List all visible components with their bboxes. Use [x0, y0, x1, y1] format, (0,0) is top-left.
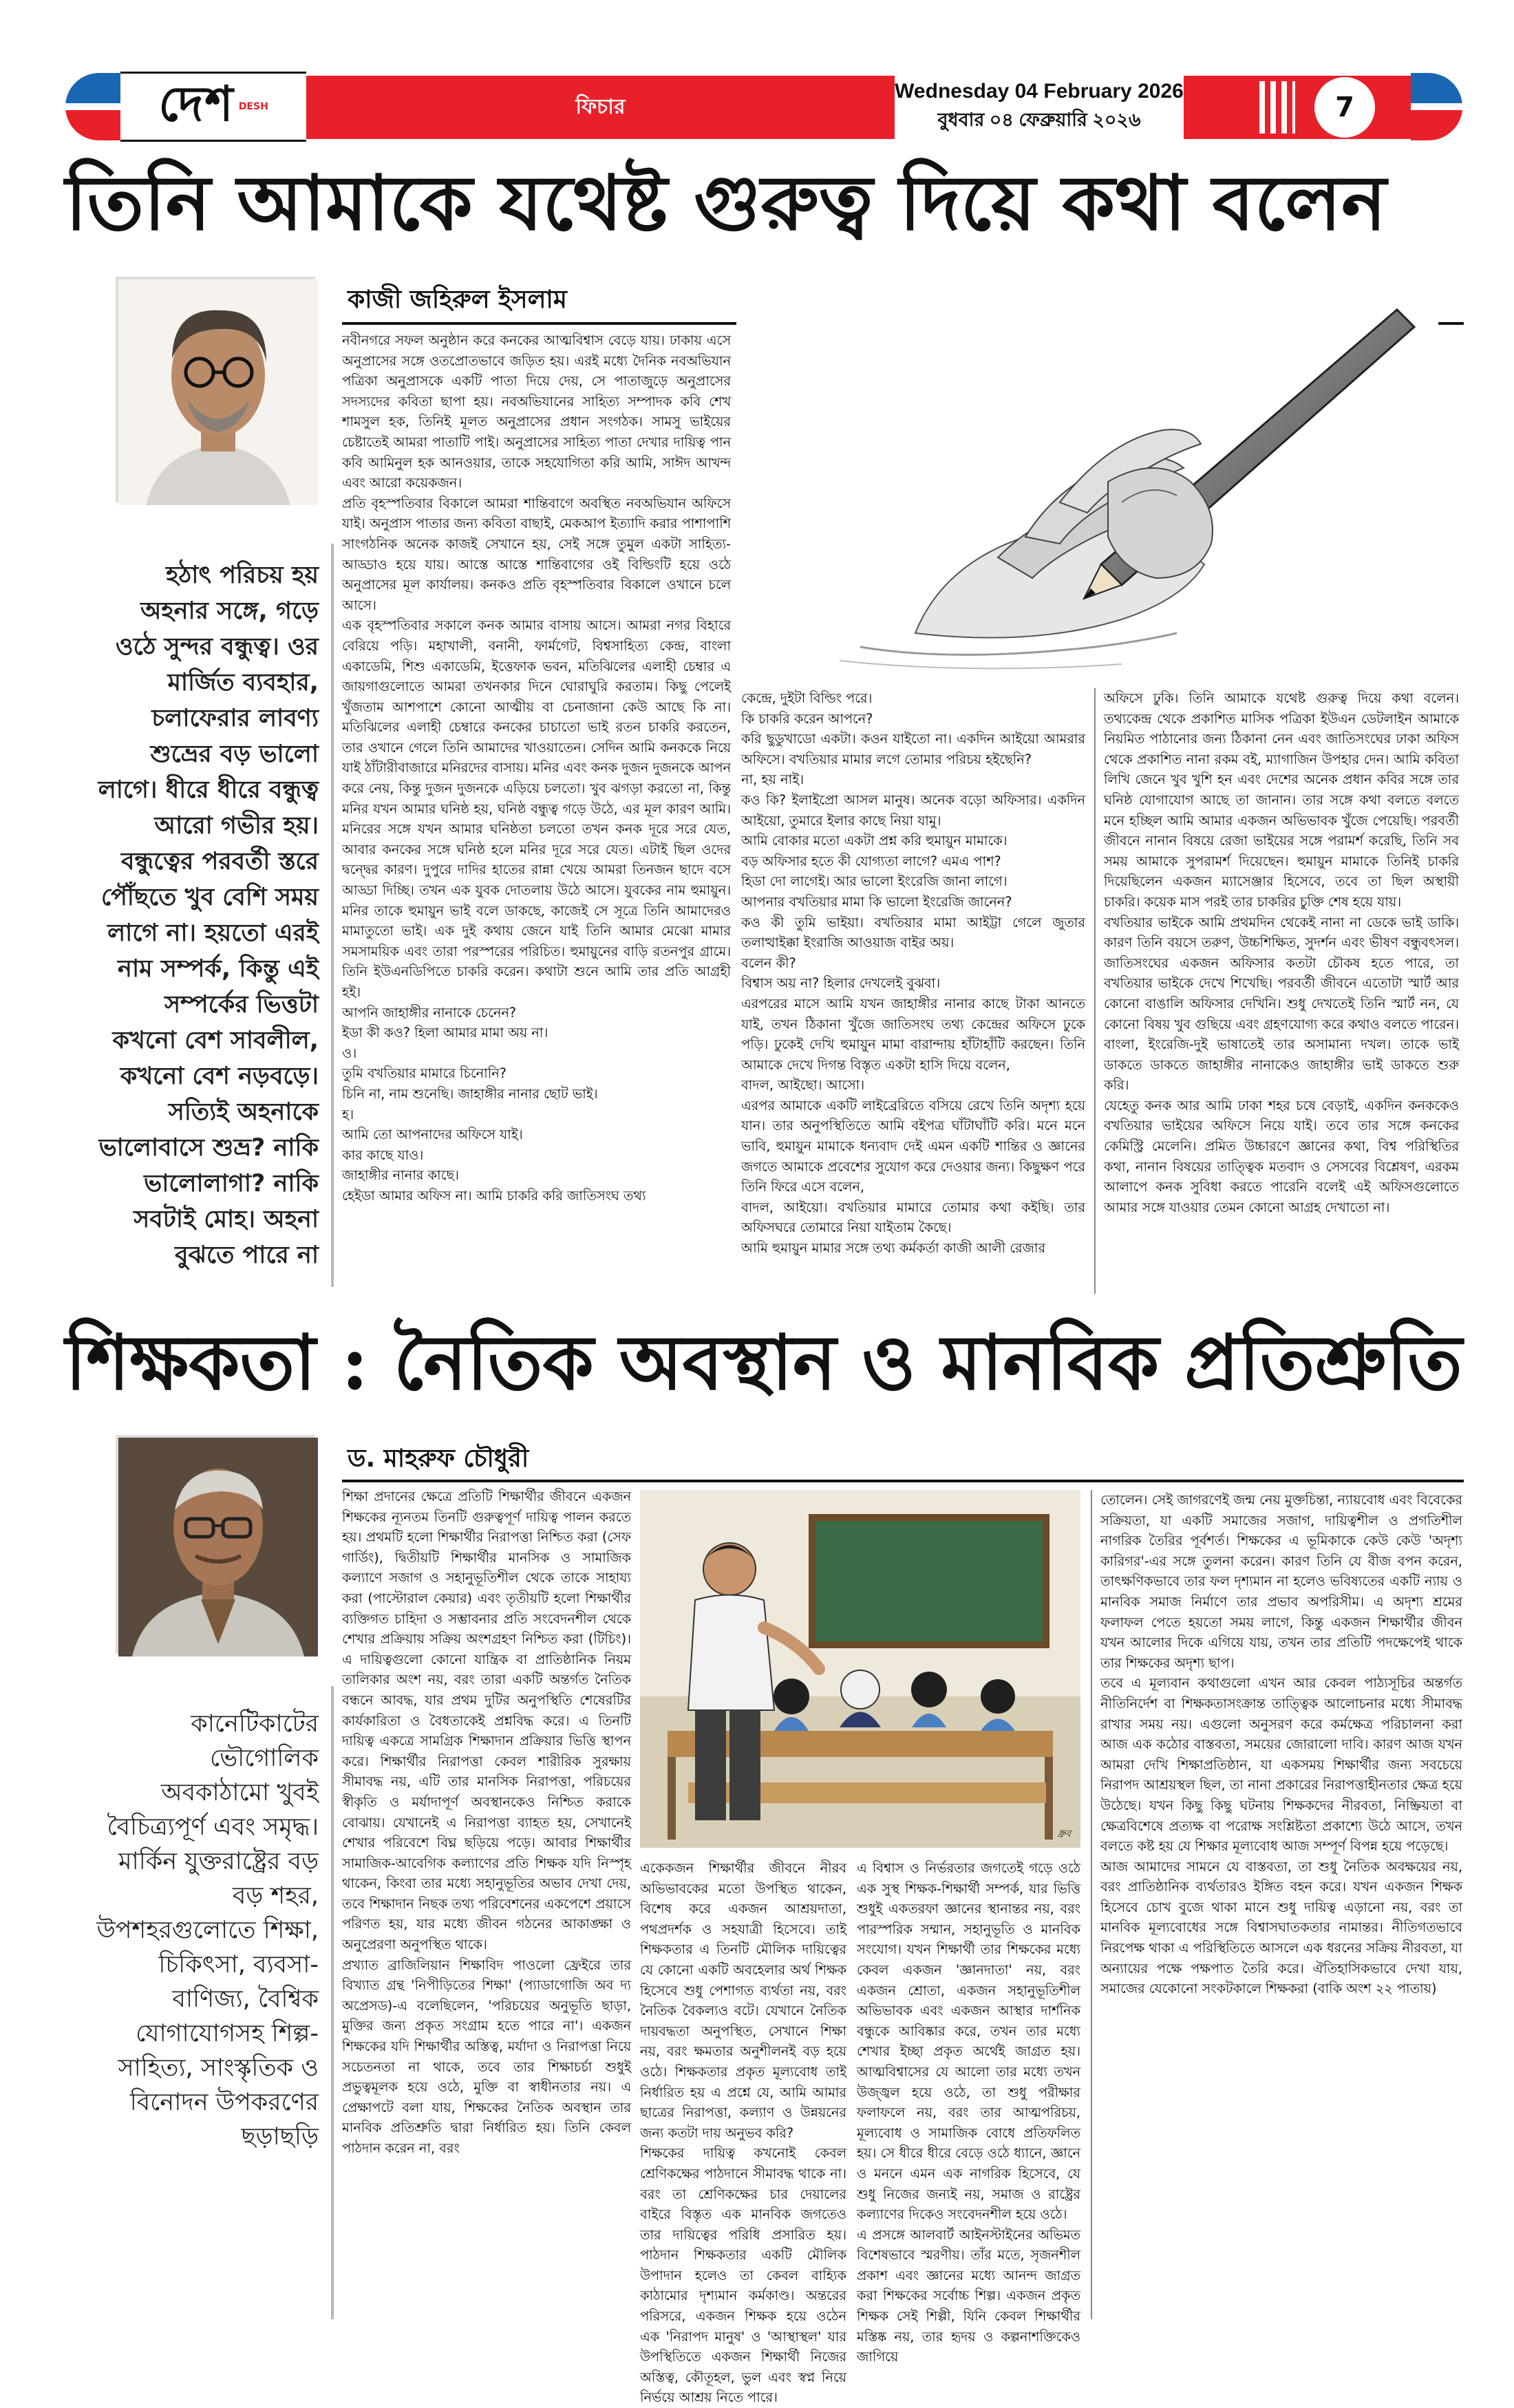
- dialogue-line: আপনি জাহাঙ্গীর নানাকে চেনেন?: [342, 1004, 517, 1021]
- paragraph: বখতিয়ার ভাইকে আমি প্রথমদিন থেকেই নানা না ডেকে ভাই ডাকি। কারণ তিনি বয়সে তরুণ, উচ্চশিক্ষিত, সুদর্শন এবং ভীষণ বন্ধুবৎসল। জাতিসংঘের একজন অফিসার কতটা চৌকষ হতে পারে, তা বখতিয়ার ভাইকে দেখে শিখেছি। পরবর্তী জীবনে এতোটা স্মার্ট আর কোনো বাঙালি অফিসার দেখিনি। শুধু দেখতেই তিনি স্মার্ট নন, যে কোনো বিষয় খুব গুছিয়ে এবং গ্রহণযোগ্য করে কথাও বলতে পারেন। বাংলা, ইংরেজি-দুই ভাষাতেই তার অসামান্য দখল। তাকে ভাই ডাকতে ডাকতে জাহাঙ্গীর নানাকেও জাহাঙ্গীর ভাই ডাকতে শুরু করি।: [1104, 914, 1459, 1094]
- masthead-right-ornament: [1411, 73, 1462, 140]
- newspaper-logo[interactable]: [120, 72, 306, 142]
- dialogue-line: কও কী তুমি ভাইয়া। বখতিয়ার মামা আইট্টা গেলে জুতার তলাত্থাইক্কা ইংরাজি আওয়াজ বাইর অয়।: [741, 914, 1085, 951]
- paragraph: অফিসে ঢুকি। তিনি আমাকে যথেষ্ট গুরুত্ব দিয়ে কথা বলেন। তথ্যকেন্দ্র থেকে প্রকাশিত মাসিক পত্রিকা ইউএন ডেটলাইন আমাকে নিয়মিত পাঠানোর জন্য ঠিকানা নেন এবং জাতিসংঘের ঢাকা অফিস থেকে প্রকাশিত নানা রকম বই, ম্যাগাজিন উপহার দেন। আমি কবিতা লিখি জেনে খুব খুশি হন এবং দেশের অনেক প্রধান কবির সঙ্গে তার ঘনিষ্ঠ যোগাযোগ আছে তা জানান। তার সঙ্গে কথা বলতে বলতে মনে হচ্ছিল আমি আমার একজন অভিভাবক খুঁজে পেয়েছি। পরবর্তী জীবনে নানান বিষয়ে রেজা ভাইয়ের সঙ্গে পরামর্শ করেছি, তিনি সব সময় আমাকে সুপরামর্শ দিয়েছেন। হুমায়ুন মামাকে তিনিই চাকরি দিয়েছিলেন একজন ম্যাসেঞ্জার হিসেবে, তবে তা ছিল অস্থায়ী চাকরি। কয়েক মাস পরই তার চাকরির চুক্তি শেষ হয়ে যায়।: [1104, 690, 1459, 910]
- article2-column-4: [1091, 1490, 1462, 2319]
- paragraph: এরপর আমাকে একটি লাইব্রেরিতে বসিয়ে রেখে তিনি অদৃশ্য হয়ে যান। তার অনুপস্থিতিতে আমি বইপত্র ঘাঁটাঘাঁটি করি। মনে মনে ভাবি, হুমায়ুন মামাকে ধন্যবাদ দেই এমন একটি শান্তির ও জ্ঞানের জগতে আমাকে প্রবেশের সুযোগ করে দেওয়ার জন্য। কিছুক্ষণ পরে তিনি ফিরে এসে বলেন,: [741, 1097, 1085, 1195]
- illustration-signature: ধ্রুব: [1057, 1829, 1071, 1840]
- dialogue-line: কি চাকরি করেন আপনে?: [741, 710, 873, 727]
- section-name: ফিচার: [575, 94, 626, 119]
- dialogue-line: হেইডা আমার অফিস না। আমি চাকরি করি জাতিসংঘ তথ্য: [342, 1187, 646, 1204]
- paragraph: আজ আমাদের সামনে যে বাস্তবতা, তা শুধু নৈতিক অবক্ষয়ের নয়, বরং প্রাতিষ্ঠানিক ব্যর্থতারও ইঙ্গিত বহন করে। যখন একজন শিক্ষক হিসেবে চোখ বুজে থাকা মানে শুধু দায়িত্ব এড়ানো নয়, বরং তা মানবিক মূল্যবোধের সঙ্গে বিশ্বাসঘাতকতার নামান্তর। নীতিগতভাবে নিরপেক্ষ থাকা এ পরিস্থিতিতে আসলে এক ধরনের সক্রিয় নীরবতা, যা অন্যায়ের পক্ষে পক্ষপাত তৈরি করে। ঐতিহাসিকভাবে দেখা যায়, সমাজের যেকোনো সংকটকালে শিক্ষকরা (বাকি অংশ ২২ পাতায়): [1100, 1858, 1462, 1997]
- date-bangla: বুধবার ০৪ ফেব্রুয়ারি ২০২৬: [937, 109, 1141, 130]
- logo-sub: DESH: [238, 101, 268, 112]
- dialogue-line: কেন্দ্রে, দুইটা বিল্ডিং পরে।: [741, 690, 873, 706]
- article1-headline: তিনি আমাকে যথেষ্ট গুরুত্ব দিয়ে কথা বলেন: [65, 158, 1387, 247]
- article2-pullquote: কানেটিকাটের ভৌগোলিক অবকাঠামো খুবই বৈচিত্র্যপূর্ণ এবং সমৃদ্ধ। মার্কিন যুক্তরাষ্ট্রের বড় বড় শহর, উপশহরগুলোতে শিক্ষা, চিকিৎসা, ব্যবসা-বাণিজ্য, বৈশ্বিক যোগাযোগসহ শিল্প-সাহিত্য, সাংস্কৃতিক ও বিনোদন উপকরণের ছড়াছড়ি: [96, 1710, 319, 2151]
- dialogue-line: হ।: [342, 1106, 354, 1122]
- paragraph: শিক্ষকের দায়িত্ব কখনোই কেবল শ্রেণিকক্ষের পাঠদানে সীমাবদ্ধ থাকে না। বরং তা শ্রেণিকক্ষের চার দেয়ালের বাইরে বিস্তৃত এক মানবিক জগতেও তার দায়িত্বের পরিধি প্রসারিত হয়। পাঠদান শিক্ষকতার একটি মৌলিক উপাদান হলেও তা কেবল বাহ্যিক কাঠামোর দৃশ্যমান কর্মকাণ্ড। অন্তরের পরিসরে, একজন শিক্ষক হয়ে ওঠেন এক 'নিরাপদ মানুষ' ও 'আস্থাস্থল' যার উপস্থিতিতে একজন শিক্ষার্থী নিজের অস্তিত্ব, কৌতূহল, ভুল এবং স্বপ্ন নিয়ে নির্ভয়ে আশ্রয় নিতে পারে।: [640, 2145, 846, 2406]
- dialogue-line: বিশ্বাস অয় না? হিলার দেখলেই বুঝবা।: [741, 975, 941, 992]
- paragraph: যেহেতু কনক আর আমি ঢাকা শহর চষে বেড়াই, একদিন কনককেও বখতিয়ার ভাইয়ের অফিসে নিয়ে যাই। তবে তার সঙ্গে কনকের কেমিস্ট্রি মেলেনি। প্রমিত উচ্চারণে জ্ঞানের কথা, বিশ্ব পরিস্থিতির কথা, নানান বিষয়ের তাত্ত্বিক মতবাদ ও সেসবের বিশ্লেষণ, এরকম আলাপে কনক সুবিধা করতে পারেনি বলেই এই অফিসগুলোতে আমার সঙ্গে যাওয়ার তেমন কোনো আগ্রহ দেখাতো না।: [1104, 1097, 1459, 1215]
- dialogue-line: ও।: [342, 1045, 357, 1061]
- paragraph: এরপরের মাসে আমি যখন জাহাঙ্গীর নানার কাছে টাকা আনতে যাই, তখন ঠিকানা খুঁজে জাতিসংঘ তথ্য কেন্দ্রের অফিসে ঢুকে পড়ি। ঢুকেই দেখি হুমায়ুন মামা বারান্দায় হাঁটাহাঁটি করছেন। তিনি আমাকে দেখে দিগন্ত বিস্তৃত একটা হাসি দিয়ে বলেন,: [741, 995, 1085, 1073]
- paragraph: শিক্ষা প্রদানের ক্ষেত্রে প্রতিটি শিক্ষার্থীর জীবনে একজন শিক্ষকের ন্যূনতম তিনটি গুরুত্বপূর্ণ দায়িত্ব পালন করতে হয়। প্রথমটি হলো শিক্ষার্থীর নিরাপত্তা নিশ্চিত করা (সেফ গার্ডিং), দ্বিতীয়টি শিক্ষার্থীর মানসিক ও সামাজিক কল্যাণে সজাগ ও সহানুভূতিশীল থেকে তাকে সাহায্য করা (পাস্টোরাল কেয়ার) এবং তৃতীয়টি হলো শিক্ষার্থীর ব্যক্তিগত চাহিদা ও সম্ভাবনার প্রতি সংবেদনশীল থেকে শেখার প্রক্রিয়ায় সক্রিয় অংশগ্রহণ নিশ্চিত করা (টিচিং)। এ দায়িত্বগুলো কোনো যান্ত্রিক বা প্রাতিষ্ঠানিক নিয়ম তালিকার অংশ নয়, বরং তারা একটি অন্তর্গত নৈতিক বন্ধনে আবদ্ধ, যার প্রথম দুটির অনুপস্থিতি শেষেরটির কার্যকারিতা ও বৈধতাকেই প্রশ্নবিদ্ধ করে। এ তিনটি দায়িত্ব একত্রে সামগ্রিক শিক্ষাদান প্রক্রিয়ার ভিত্তি স্থাপন করে। শিক্ষার্থীর নিরাপত্তা কেবল শারীরিক সুরক্ষায় সীমাবদ্ধ নয়, এটি তার মানসিক নিরাপত্তা, পরিচয়ের স্বীকৃতি ও মর্যাদাপূর্ণ অবস্থানকেও নিশ্চিত করাকে বোঝায়। যেখানেই এ নিরাপত্তা ব্যাহত হয়, সেখানেই শেখার পরিবেশে বিঘ্ন ছড়িয়ে পড়ে। আবার শিক্ষার্থীর সামাজিক-আবেগিক কল্যাণের প্রতি শিক্ষক যদি নিস্পৃহ থাকেন, কিংবা তার মধ্যে সহানুভূতির অভাব দেখা দেয়, তবে শিক্ষাদান নিছক তথ্য পরিবেশনের একপেশে প্রয়াসে পরিণত হয়, যার মধ্যে জীবন গঠনের আকাঙ্ক্ষা ও অনুপ্রেরণা অনুপস্থিত থাকে।: [342, 1489, 631, 1953]
- dialogue-line: বাদল, আইছো। আসো।: [741, 1077, 865, 1094]
- dialogue-line: বলেন কী?: [741, 955, 796, 971]
- paragraph: তবে এ মূল্যবান কথাগুলো এখন আর কেবল পাঠ্যসূচির অন্তর্গত নীতিনির্দেশ বা শিক্ষকতাসংক্রান্ত তাত্ত্বিক আলোচনার মধ্যে সীমাবদ্ধ রাখার সময় নয়। এগুলো অনুসরণ করে কর্মক্ষেত্র পরিচালনা করা আজ এক কঠোর বাস্তবতা, সময়ের জোরালো দাবি। কারণ আজ যখন আমরা দেখি শিক্ষাপ্রতিষ্ঠান, যা একসময় শিক্ষার্থীর জন্য সবচেয়ে নিরাপদ আশ্রয়স্থল ছিল, তা নানা প্রকারের নিরাপত্তাহীনতার ক্ষেত্র হয়ে উঠেছে। যখন কিছু কিছু ঘটনায় শিক্ষকদের নীরবতা, নিষ্ক্রিয়তা বা ক্ষেত্রবিশেষে প্রত্যক্ষ বা পরোক্ষ সংশ্লিষ্টতা প্রকাশ্যে উঠে আসে, তখন বলতে কষ্ট হয় যে শিক্ষার মূল্যবোধ আজ সম্পূর্ণ বিপন্ন হয়ে পড়েছে।: [1100, 1675, 1462, 1855]
- dialogue-line: না, হয় নাই।: [741, 771, 804, 788]
- dialogue-line: করি ছুডুখাডো একটা। কওন যাইতো না। একদিন আইয়ো আমরার অফিসে। বখতিয়ার মামার লগে তোমার পরিচয় হইছেনি?: [741, 731, 1085, 767]
- paragraph: এক বৃহস্পতিবার সকালে কনক আমার বাসায় আসে। আমরা নগর বিহারে বেরিয়ে পড়ি। মহাখালী, বনানী, ফার্মগেট, বিশ্বসাহিত্য কেন্দ্র, বাংলা একাডেমি, শিশু একাডেমি, ইত্তেফাক ভবন, মতিঝিলের এলাহী চেম্বার এ জায়গাগুলোতে আমরা তখনকার দিনে ঘোরাঘুরি করতাম। কিছু পেলেই খুঁজতাম আশপাশে কোনো আত্মীয় বা চেনাজানা কেউ আছে কি না। মতিঝিলের এলাহী চেম্বারে কনকের চাচাতো ভাই রতন চাকরি করতেন, তার ওখানে গেলে তিনি আমাদের খাওয়াতেন। সেদিন আমি কনককে নিয়ে যাই ঠাঁটারীবাজারে মনিরদের বাসায়। মনির এবং কনক দুজন দুজনকে আপন করে নেয়, কিন্তু দুজন দুজনকে এড়িয়ে চলতো। খুব ঝগড়া করতো না, কিন্তু মনির যখন আমার ঘনিষ্ঠ হয়, ঘনিষ্ঠ বন্ধুত্ব গড়ে উঠে, এর মূল কারণ আমি। মনিরের সঙ্গে যখন আমার ঘনিষ্ঠতা চলতো তখন কনক দূরে সরে যেত, আবার কনকের সঙ্গে ঘনিষ্ঠ হলে মনির দূরে সরে যেত। এটাই ছিল ওদের দ্বন্দ্বের কারণ। দুপুরে দাদির হাতের রান্না খেয়ে আমরা তিনজন ছাদে বসে আড্ডা দিচ্ছি। তখন এক যুবক দোতলায় উঠে আসে। যুবকের নাম হুমায়ুন। মনির তাকে হুমায়ুন ভাই বলে ডাকছে, কাজেই সে সূত্রে তিনি আমাদেরও মামাতুতো ভাই। এক দুই কথায় জেনে যাই তিনি আমার মেঝো মামার সমসাময়িক এবং তারা পরস্পরের পরিচিত। হুমায়ুনের বাড়ি রতনপুর গ্রামে। তিনি ইউএনডিপিতে চাকরি করেন। কথাটা শুনে আমি তার প্রতি আগ্রহী হই।: [342, 617, 731, 1000]
- author2-portrait-icon: [118, 1438, 318, 1656]
- dialogue-line: জাহাঙ্গীর নানার কাছে।: [342, 1167, 459, 1184]
- article2-rule: [342, 1480, 1464, 1482]
- dialogue-line: কও কি? ইলাইপ্রো আসল মানুষ। অনেক বড়ো অফিসার। একদিন আইয়ো, তুমারে ইলার কাছে নিয়া যামু।: [741, 791, 1085, 829]
- dialogue-line: কার কাছে যাও।: [342, 1147, 424, 1163]
- dialogue-line: আমি বোকার মতো একটা প্রশ্ন করি হুমায়ুন মামাকে।: [741, 833, 1007, 849]
- article2-column-3: [857, 1858, 1080, 2365]
- paragraph: তোলেন। সেই জাগরণেই জন্ম নেয় মুক্তচিন্তা, ন্যায়বোধ এবং বিবেকের সক্রিয়তা, যা একটি সমাজের সজাগ, দায়িত্বশীল ও প্রগতিশীল নাগরিক তৈরির পূর্বশর্ত। শিক্ষকের এ ভূমিকাকে কেউ কেউ 'অদৃশ্য কারিগর'-এর সঙ্গে তুলনা করেন। কারণ তিনি যে বীজ বপন করেন, তাৎক্ষণিকভাবে তার ফল দৃশ্যমান না হলেও ভবিষ্যতের একটি ন্যায় ও মানবিক সমাজ নির্মাণে তার প্রভাব অপরিসীম। এ অদৃশ্য শ্রমের ফলাফল পেতে হয়তো সময় লাগে, কিন্তু একজন শিক্ষার্থীর জীবন যখন আলোর দিকে এগিয়ে যায়, তখন তার প্রতিটি পদক্ষেপেই থাকে তার শিক্ষকের অদৃশ্য ছাপ।: [1100, 1492, 1462, 1671]
- article2-column-1: [342, 1487, 631, 2319]
- article1-column-1: [342, 330, 731, 1294]
- article1-author: কাজী জহিরুল ইসলাম: [348, 286, 567, 314]
- paragraph: নবীনগরে সফল অনুষ্ঠান করে কনকের আত্মবিশ্বাস বেড়ে যায়। ঢাকায় এসে অনুপ্রাসের সঙ্গে ওতপ্রোতভাবে জড়িত হয়। এরই মধ্যে দৈনিক নবঅভিযান পত্রিকা অনুপ্রাসকে একটি পাতা দিয়ে দেয়, সে পাতাজুড়ে অনুপ্রাসের সদস্যদের কবিতা ছাপা হয়। নবঅভিযানের সাহিত্য সম্পাদক কবি শেখ শামসুল হক, তিনিই মূলত অনুপ্রাসের প্রধান সংগঠক। সামসু ভাইয়ের চেষ্টাতেই আমরা পাতাটি পাই। অনুপ্রাসের সাহিত্য পাতা দেখার দায়িত্ব পান কবি আমিনুল হক আনওয়ার, তাকে সহযোগিতা করি আমি, সাঈদ আখন্দ এবং আরো কয়েকজন।: [342, 332, 731, 491]
- paragraph: প্রখ্যাত ব্রাজিলিয়ান শিক্ষাবিদ পাওলো ফ্রেইরে তার বিখ্যাত গ্রন্থ 'নিপীড়িতের শিক্ষা' (প্যাডাগোজি অব দ্য অপ্রেসড)-এ বলেছিলেন, 'পরিচয়ের অনুভূতি ছাড়া, মুক্তির জন্য প্রকৃত সংগ্রাম হতে পারে না'। একজন শিক্ষকের যদি শিক্ষার্থীর অস্তিত্ব, মর্যাদা ও নিরাপত্তা নিয়ে সচেতনতা না থাকে, তবে তার শিক্ষাচর্চা শুধুই প্রভুত্বমূলক হয়ে ওঠে, মুক্তি বা স্বাধীনতার নয়। এ প্রেক্ষাপটে বলা যায়, শিক্ষকের নৈতিক অবস্থান তার মানবিক প্রতিশ্রুতি দ্বারা নির্ধারিত হয়। তিনি কেবল পাঠদান করেন না, বরং: [342, 1957, 631, 2156]
- stripes-ornament: [1259, 81, 1295, 134]
- dialogue-line: বড় অফিসার হতে কী যোগ্যতা লাগে? এমএ পাশ?: [741, 853, 1001, 869]
- pencil-hand-illustration: [736, 275, 1438, 681]
- date-box: [895, 73, 1184, 140]
- dialogue-line: ইডা কী কও? হিলা আমার মামা অয় না।: [342, 1025, 548, 1041]
- paragraph: এ প্রসঙ্গে আলবার্ট আইনস্টাইনের অভিমত বিশেষভাবে স্মরণীয়। তাঁর মতে, সৃজনশীল প্রকাশ এবং জ্ঞানের মধ্যে আনন্দ জাগ্রত করা শিক্ষকের সর্বোচ্চ শিল্প। একজন প্রকৃত শিক্ষক সেই শিল্পী, যিনি কেবল শিক্ষার্থীর মস্তিষ্ক নয়, তার হৃদয় ও কল্পনাশক্তিকেও জাগিয়ে: [857, 2226, 1080, 2365]
- article1-pullquote: হঠাৎ পরিচয় হয় অহনার সঙ্গে, গড়ে ওঠে সুন্দর বন্ধুত্ব। ওর মার্জিত ব্যবহার, চলাফেরার লাবণ্য শুভ্রের বড় ভালো লাগে। ধীরে ধীরে বন্ধুত্ব আরো গভীর হয়। বন্ধুত্বের পরবর্তী স্তরে পৌঁছতে খুব বেশি সময় লাগে না। হয়তো এরই নাম সম্পর্ক, কিন্তু এই সম্পর্কের ভিত্তটা কখনো বেশ সাবলীল, কখনো বেশ নড়বড়ে। সত্যিই অহনাকে ভালোবাসে শুভ্র? নাকি ভালোলাগা? নাকি সবটাই মোহ। অহনা বুঝতে পারে না: [98, 562, 319, 1269]
- article1-pullquote-box: [96, 544, 334, 1287]
- dialogue-line: আমি তো আপনাদের অফিসে যাই।: [342, 1127, 523, 1143]
- article2-author: ড. মাহরুফ চৌধুরী: [348, 1445, 529, 1473]
- date-english: Wednesday 04 February 2026: [895, 80, 1184, 103]
- article2-pullquote-box: [96, 1686, 334, 2319]
- paragraph: একেকজন শিক্ষার্থীর জীবনে নীরব অভিভাবকের মতো উপস্থিত থাকেন, বিশেষ করে একজন আশ্রয়দাতা, পথপ্রদর্শক ও সহযাত্রী হিসেবে। তাই শিক্ষকতার এ তিনটি মৌলিক দায়িত্বের যে কোনো একটি অবহেলার অর্থ শিক্ষক হিসেবে শুধু পেশাগত ব্যর্থতা নয়, বরং নৈতিক বৈকল্যও বটে। যেখানে নৈতিক দায়বদ্ধতা অনুপস্থিত, সেখানে শিক্ষা নয়, বরং ক্ষমতার অনুশীলনই বড় হয়ে ওঠে। শিক্ষকতার প্রকৃত মূল্যবোধ তাই নির্ধারিত হয় এ প্রশ্নে যে, আমি আমার ছাত্রের নিরাপত্তা, কল্যাণ ও উন্নয়নের জন্য কতটা দায় অনুভব করি?: [640, 1860, 846, 2141]
- dialogue-line: হিডা দো লাগেই। আর ভালো ইংরেজি জানা লাগে।: [741, 873, 1007, 890]
- logo-text: দেশ: [158, 74, 235, 132]
- dialogue-line: চিনি না, নাম শুনেছি। জাহাঙ্গীর নানার ছোট ভাই।: [342, 1085, 598, 1102]
- classroom-drawing-icon: [640, 1490, 1080, 1848]
- paragraph: এ বিশ্বাস ও নির্ভরতার জগতেই গড়ে ওঠে এক সুস্থ শিক্ষক-শিক্ষার্থী সম্পর্ক, যার ভিত্তি শুধুই একতরফা জ্ঞানের স্থানান্তর নয়, বরং পারস্পরিক সম্মান, সহানুভূতি ও মানবিক সংযোগ। যখন শিক্ষার্থী তার শিক্ষকের মধ্যে কেবল একজন 'জ্ঞানদাতা' নয়, বরং একজন শ্রোতা, একজন সহানুভূতিশীল অভিভাবক এবং একজন আস্থার দার্শনিক বন্ধুকে আবিষ্কার করে, তখন তার মধ্যে শেখার ইচ্ছা প্রকৃত অর্থেই জাগ্রত হয়। আত্মবিশ্বাসের যে আলো তার মধ্যে তখন উজ্জ্বল হয়ে ওঠে, তা শুধু পরীক্ষার ফলাফলে নয়, বরং তার আত্মপরিচয়, মূল্যবোধ ও সামাজিক বোধে প্রতিফলিত হয়। সে ধীরে ধীরে বেড়ে ওঠে ধ্যানে, জ্ঞানে ও মননে এমন এক নাগরিক হিসেবে, যে শুধু নিজের জন্যই নয়, সমাজ ও রাষ্ট্রের কল্যাণের দিকেও সংবেদনশীল হয়ে ওঠে।: [857, 1860, 1080, 2223]
- pencil-drawing-icon: [736, 275, 1438, 681]
- author2-photo: [116, 1435, 315, 1654]
- page-number: 7: [1314, 77, 1375, 138]
- article1-column-2: [741, 688, 1085, 1294]
- paragraph: প্রতি বৃহস্পতিবার বিকালে আমরা শান্তিবাগে অবস্থিত নবঅভিযান অফিসে যাই। অনুপ্রাস পাতার জন্য কবিতা বাছাই, মেকআপ ইত্যাদি করার পাশাপাশি সাংগঠনিক অনেক কাজই সেখানে হয়, সেই সঙ্গে তুমুল একটা সাহিত্য-আড্ডাও হয়ে যায়। আস্তে আস্তে শান্তিবাগের ওই বিল্ডিংটি হয়ে ওঠে অনুপ্রাসের মূল কার্যালয়। কনকও প্রতি বৃহস্পতিবার বিকালে ওখানে চলে আসে।: [342, 495, 731, 613]
- paragraph: আমি হুমায়ুন মামার সঙ্গে তথ্য কর্মকর্তা কাজী আলী রেজার: [741, 1240, 1046, 1257]
- article1-column-3: [1094, 688, 1459, 1294]
- author1-photo: [116, 277, 315, 502]
- dialogue-line: বাদল, আইয়ো। বখতিয়ার মামারে তোমার কথা কইছি। তার অফিসঘরে তোমারে নিয়া যাইতাম কৈছে।: [741, 1199, 1085, 1236]
- classroom-illustration: [640, 1490, 1080, 1848]
- article2-column-2: [640, 1858, 846, 2406]
- article2-headline: শিক্ষকতা : নৈতিক অবস্থান ও মানবিক প্রতিশ্রুতি: [65, 1318, 1462, 1407]
- author1-portrait-icon: [118, 279, 318, 505]
- dialogue-line: তুমি বখতিয়ার মামারে চিনোনি?: [342, 1065, 507, 1082]
- dialogue-line: আপনার বখতিয়ার মামা কি ভালো ইংরেজি জানেন?: [741, 893, 1012, 910]
